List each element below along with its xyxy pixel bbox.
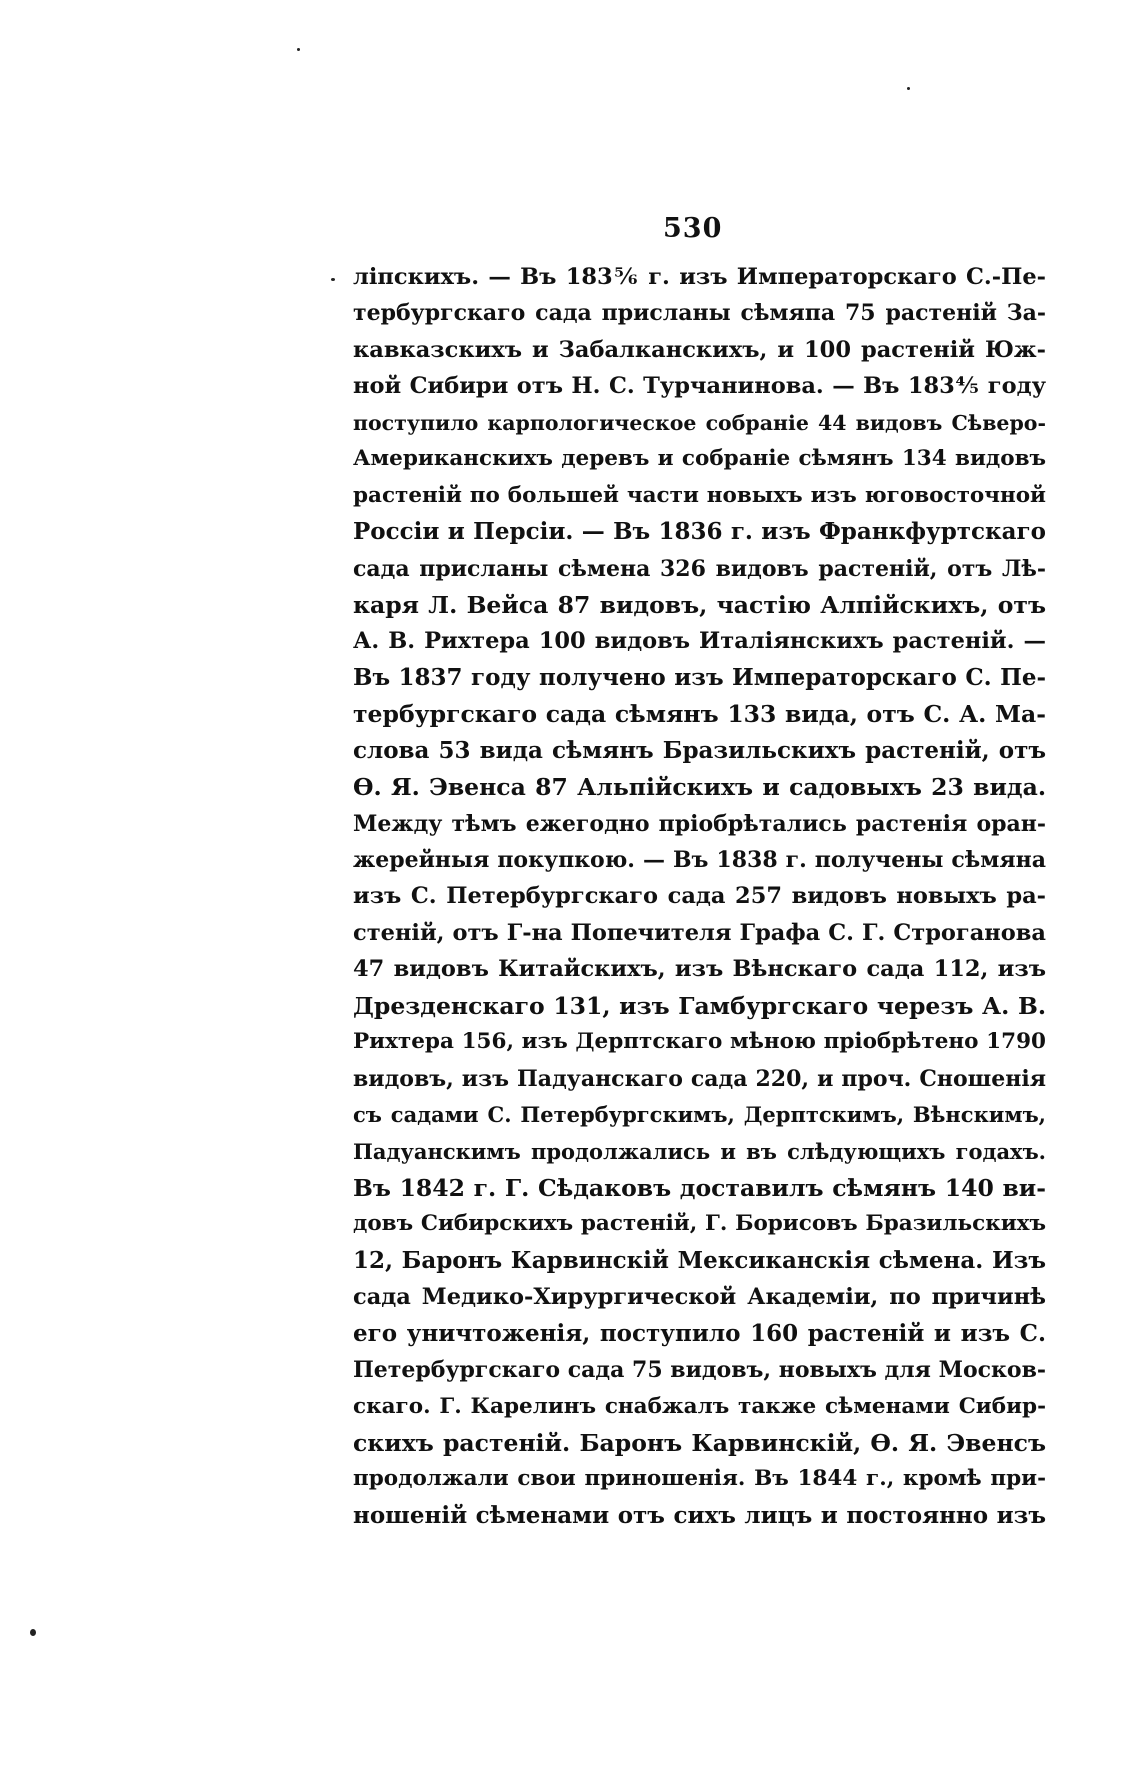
text-line: жерейныя покупкою. — Въ 1838 г. получены сѣмяна <box>353 847 1046 873</box>
dust-speck <box>297 48 300 51</box>
text-line: 12, Баронъ Карвинскій Мексиканскія сѣмена. Изъ <box>353 1246 1046 1274</box>
text-line: съ садами С. Петербургскимъ, Дерптскимъ, Вѣнскимъ, <box>353 1102 1046 1128</box>
text-line: изъ С. Петербургскаго сада 257 видовъ новыхъ ра- <box>353 883 1046 910</box>
text-line: Дрезденскаго 131, изъ Гамбургскаго черезъ А. В. <box>353 991 1046 1020</box>
text-line: 47 видовъ Китайскихъ, изъ Вѣнскаго сада 112, изъ <box>353 956 1046 983</box>
text-line: сада Медико-Хирургической Академіи, по причинѣ <box>353 1284 1046 1311</box>
text-line: ліпскихъ. — Въ 183⅚ г. изъ Императорскаго С.-Пе- <box>353 264 1046 290</box>
page-number: 530 <box>663 213 723 244</box>
text-line: Падуанскимъ продолжались и въ слѣдующихъ годахъ. <box>353 1138 1046 1164</box>
text-line: тербургскаго сада присланы сѣмяпа 75 растеній За- <box>353 300 1046 327</box>
text-line: продолжали свои приношенія. Въ 1844 г., кромѣ при- <box>353 1466 1046 1492</box>
text-line: Рихтера 156, изъ Дерптскаго мѣною пріобрѣтено 1790 <box>353 1029 1046 1055</box>
dust-speck <box>331 278 335 281</box>
text-line: стеній, отъ Г-на Попечителя Графа С. Г. Строганова <box>353 919 1046 946</box>
text-line: Въ 1837 году получено изъ Императорскаго С. Пе- <box>353 663 1046 691</box>
dust-speck <box>907 87 910 90</box>
text-line: кавказскихъ и Забалканскихъ, и 100 растеній Юж- <box>353 336 1046 363</box>
text-line: ной Сибири отъ Н. С. Турчанинова. — Въ 183⅘ году <box>353 373 1046 400</box>
text-line: каря Л. Вейса 87 видовъ, частію Алпійскихъ, отъ <box>353 590 1046 619</box>
text-line: Американскихъ деревъ и собраніе сѣмянъ 134 видовъ <box>353 446 1046 472</box>
text-line: ношеній сѣменами отъ сихъ лицъ и постоянно изъ <box>353 1501 1046 1529</box>
text-line: Петербургскаго сада 75 видовъ, новыхъ для Москов- <box>353 1357 1046 1384</box>
text-line: А. В. Рихтера 100 видовъ Италіянскихъ растеній. — <box>353 628 1046 655</box>
text-line: довъ Сибирскихъ растеній, Г. Борисовъ Бразильскихъ <box>353 1211 1046 1237</box>
text-line: сада присланы сѣмена 326 видовъ растеній, отъ Лѣ- <box>353 555 1046 582</box>
text-line: его уничтоженія, поступило 160 растеній и изъ С. <box>353 1319 1046 1347</box>
text-line: скаго. Г. Карелинъ снабжалъ также сѣменами Сибир- <box>353 1393 1046 1419</box>
text-line: Между тѣмъ ежегодно пріобрѣтались растенія оран- <box>353 810 1046 837</box>
text-line: Россіи и Персіи. — Въ 1836 г. изъ Франкфуртскаго <box>353 518 1046 546</box>
text-line: тербургскаго сада сѣмянъ 133 вида, отъ С. А. Ма- <box>353 700 1046 729</box>
text-line: слова 53 вида сѣмянъ Бразильскихъ растеній, отъ <box>353 736 1046 764</box>
text-line: поступило карпологическое собраніе 44 видовъ Сѣверо- <box>353 410 1046 435</box>
body-text <box>353 259 1046 1534</box>
text-line: Въ 1842 г. Г. Сѣдаковъ доставилъ сѣмянъ 140 ви- <box>353 1173 1046 1202</box>
text-line: скихъ растеній. Баронъ Карвинскій, Ѳ. Я. Эвенсъ <box>353 1429 1046 1457</box>
text-line: видовъ, изъ Падуанскаго сада 220, и проч. Сношенія <box>353 1065 1046 1092</box>
dust-speck <box>30 1629 36 1636</box>
text-line: растеній по большей части новыхъ изъ юговосточной <box>353 482 1046 508</box>
text-line: Ѳ. Я. Эвенса 87 Альпійскихъ и садовыхъ 23 вида. <box>353 773 1046 802</box>
